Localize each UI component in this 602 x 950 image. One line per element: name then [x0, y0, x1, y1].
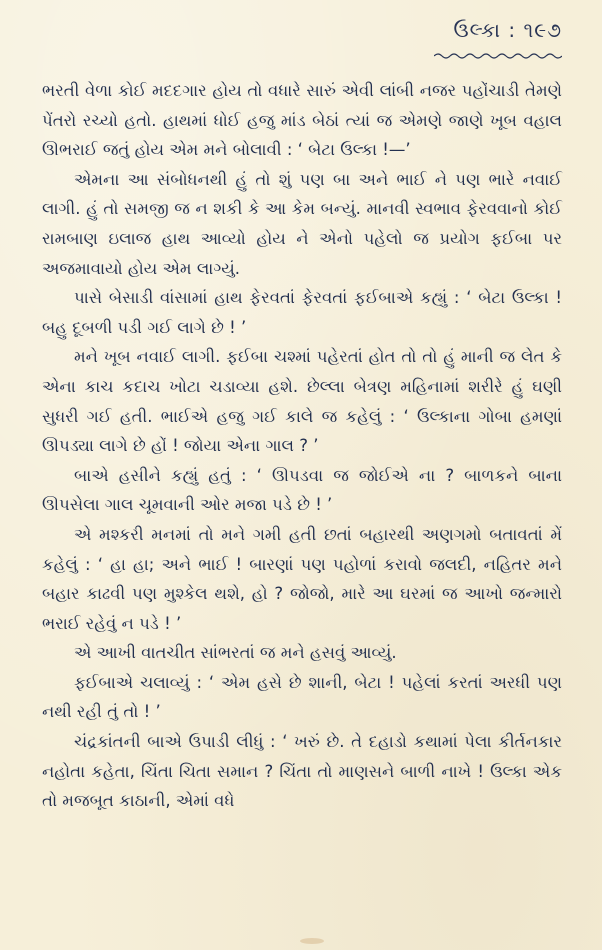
paragraph-3: પાસે બેસાડી વાંસામાં હાથ ફેરવતાં ફેરવતાં ફઈબાએ કહ્યું : ‘ બેટા ઉલ્કા ! બહુ દૂબળી પડી ગઈ લાગે છે ! ’: [42, 288, 562, 337]
wavy-rule-ornament: [434, 52, 562, 60]
paragraph-6: એ મશ્કરી મનમાં તો મને ગમી હતી છતાં બહારથી અણગમો બતાવતાં મેં કહેલું : ‘ હા હા; અને ભાઈ ! બારણાં પણ પહોળાં કરાવો જલદી, નહિતર મને બહાર કાઢવી પણ મુશ્કેલ થશે, હો ? જોજો, મારે આ ઘરમાં જ આખો જન્મારો ભરાઈ રહેવું ન પડે ! ’: [42, 524, 562, 633]
paragraph-1: ભરતી વેળા કોઈ મદદગાર હોય તો વધારે સારું એવી લાંબી નજર પહોંચાડી તેમણે પેંતરો રચ્યો હતો. હાથમાં ધોઈ હજુ માંડ બેઠાં ત્યાં જ એમણે જાણે ખૂબ વહાલ ઊભરાઈ જતું હોય એમ મને બોલાવી : ‘ બેટા ઉલ્કા !—’: [42, 81, 562, 160]
paragraph-2: એમના આ સંબોધનથી હું તો શું પણ બા અને ભાઈ ને પણ ભારે નવાઈ લાગી. હું તો સમજી જ ન શકી કે આ કેમ બન્યું. માનવી સ્વભાવ ફેરવવાનો કોઈ રામબાણ ઇલાજ હાથ આવ્યો હોય ને એનો પહેલો જ પ્રયોગ ફઈબા પર અજમાવાયો હોય એમ લાગ્યું.: [42, 169, 562, 278]
paper-smudge: [300, 938, 324, 944]
paragraph-8: ફઈબાએ ચલાવ્યું : ‘ એમ હસે છે શાની, બેટા ! પહેલાં કરતાં અરધી પણ નથી રહી તું તો ! ’: [42, 672, 562, 722]
paragraph-9: ચંદ્રકાંતની બાએ ઉપાડી લીધું : ‘ ખરું છે. તે દહાડો કથામાં પેલા કીર્તનકાર નહોતા કહેતા, ચિંતા ચિતા સમાન ? ચિંતા તો માણસને બાળી નાખે ! ઉલ્કા એક તો મજબૂત કાઠાની, એમાં વધે: [42, 732, 562, 811]
paragraph-4: મને ખૂબ નવાઈ લાગી. ફઈબા ચશ્માં પહેરતાં હોત તો તો હું માની જ લેત કે એના કાચ કદાચ ખોટા ચડાવ્યા હશે. છેલ્લા બેત્રણ મહિનામાં શરીરે હું ઘણી સુધરી ગઈ હતી. ભાઈએ હજુ ગઈ કાલે જ કહેલું : ‘ ઉલ્કાના ગોબા હમણાં ઊપડ્યા લાગે છે હોં ! જોયા એના ગાલ ? ’: [42, 347, 562, 456]
paragraph-7: એ આખી વાતચીત સાંભરતાં જ મને હસવું આવ્યું.: [74, 643, 397, 663]
paragraph-5: બાએ હસીને કહ્યું હતું : ‘ ઊપડવા જ જોઈએ ના ? બાળકને બાના ઊપસેલા ગાલ ચૂમવાની ઓર મજા પડે છે ! ’: [42, 465, 562, 515]
body-text: [42, 76, 562, 816]
running-head: ઉલ્કા : ૧૯૭: [453, 18, 562, 42]
